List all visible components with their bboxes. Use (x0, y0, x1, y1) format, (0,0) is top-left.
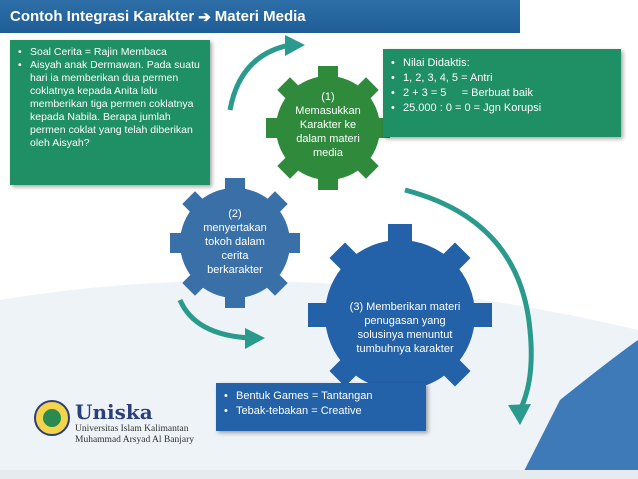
list-item: • Nilai Didaktis: (391, 57, 470, 69)
list-item: • Soal Cerita = Rajin Membaca (18, 46, 167, 58)
logo-name: Uniska (75, 400, 153, 424)
arrow-right-icon: ➔ (198, 8, 211, 26)
gear-1-label: (1) Memasukkan Karakter ke dalam materi media (295, 91, 361, 159)
uniska-logo (75, 398, 194, 446)
list-item: • 2 + 3 = 5 = Berbuat baik (391, 87, 533, 99)
gear-3-label: (3) Memberikan materi penugasan yang solusinya menuntut tumbuhnya karakter (349, 301, 461, 355)
list-item: • Aisyah anak Dermawan. Pada suatu hari ia memberikan dua permen coklatnya kepada Anita lalu memberikan tiga permen coklatnya kepada Nabila. Berapa jumlah permen coklat yang telah diberikan oleh Aisyah? (18, 59, 200, 149)
list-item: • Tebak-tebakan = Creative (224, 405, 362, 417)
university-seal (35, 401, 69, 435)
logo-line-1: Universitas Islam Kalimantan (75, 424, 189, 434)
story-box (10, 40, 210, 185)
list-item: • 25.000 : 0 = 0 = Jgn Korupsi (391, 102, 542, 114)
logo-line-2: Muhammad Arsyad Al Banjary (75, 435, 194, 445)
list-item: • Bentuk Games = Tantangan (224, 390, 373, 402)
didactic-box (383, 49, 621, 137)
list-item: • 1, 2, 3, 4, 5 = Antri (391, 72, 493, 84)
slide-title (0, 0, 520, 33)
games-box (216, 383, 426, 431)
title-right: Materi Media (214, 8, 306, 25)
title-left: Contoh Integrasi Karakter (10, 8, 195, 25)
gear-2-label: (2) menyertakan tokoh dalam cerita berkarakter (203, 208, 267, 276)
